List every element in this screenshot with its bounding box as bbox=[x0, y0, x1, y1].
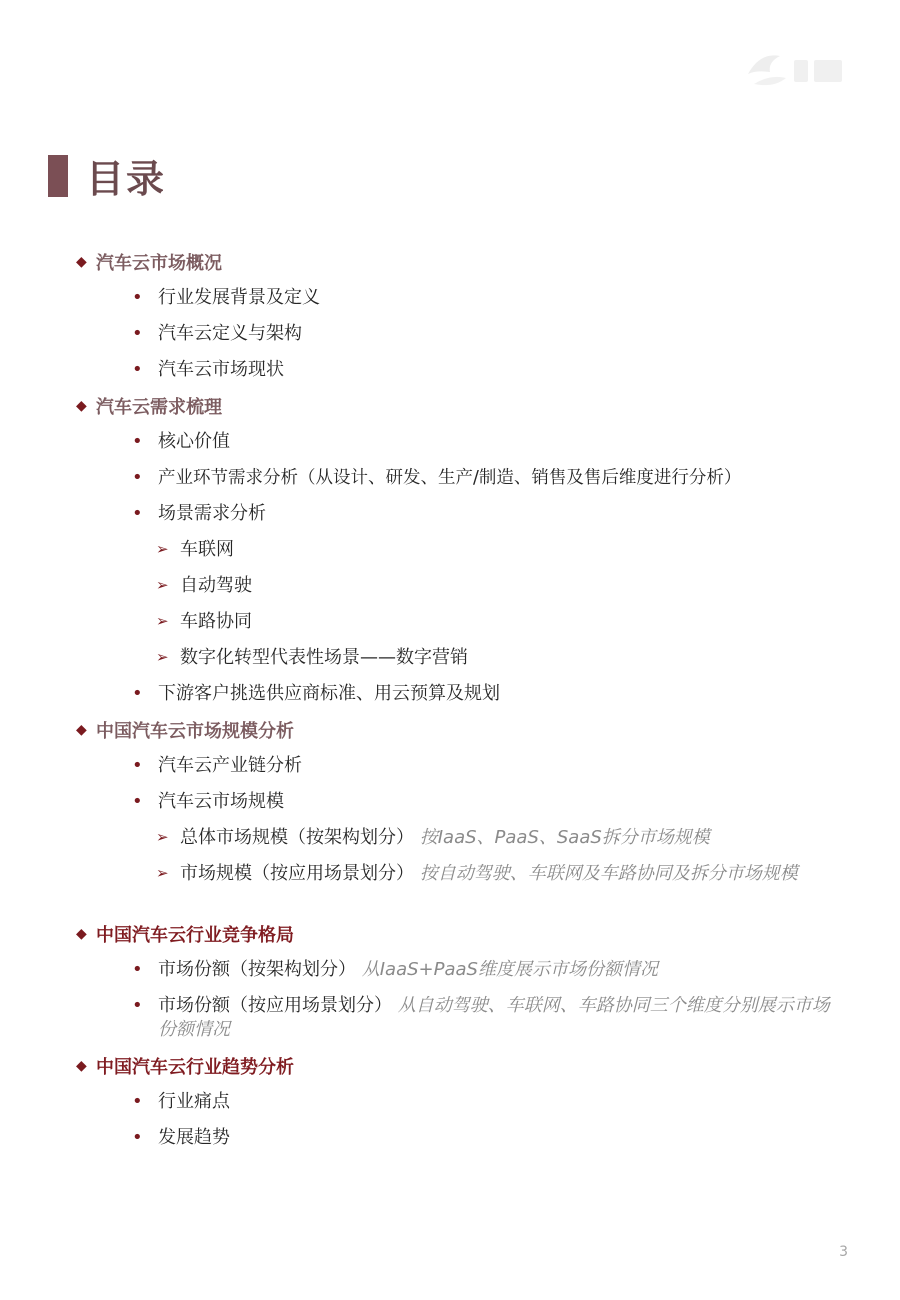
dot-bullet-icon: • bbox=[132, 287, 143, 308]
dot-bullet-icon: • bbox=[132, 323, 143, 344]
toc-item: • 汽车云市场规模 bbox=[132, 791, 284, 812]
toc-item: • 场景需求分析 bbox=[132, 503, 266, 524]
diamond-bullet-icon: ◆ bbox=[76, 398, 87, 414]
dot-bullet-icon: • bbox=[132, 503, 143, 524]
dot-bullet-icon: • bbox=[132, 683, 143, 704]
toc-subitem: ➢ 市场规模（按应用场景划分） 按自动驾驶、车联网及车路协同及拆分市场规模 bbox=[156, 863, 798, 884]
diamond-bullet-icon: ◆ bbox=[76, 722, 87, 738]
dot-bullet-icon: • bbox=[132, 467, 143, 488]
table-of-contents bbox=[76, 244, 836, 1156]
toc-subitem: ➢ 车联网 bbox=[156, 539, 234, 560]
toc-section-heading: 汽车云需求梳理 bbox=[96, 397, 222, 418]
toc-item: • 行业发展背景及定义 bbox=[132, 287, 320, 308]
toc-item: • 下游客户挑选供应商标准、用云预算及规划 bbox=[132, 683, 500, 704]
toc-section-heading: 汽车云市场概况 bbox=[96, 253, 222, 274]
toc-item: • 发展趋势 bbox=[132, 1127, 230, 1148]
toc-subitem: ➢ 自动驾驶 bbox=[156, 575, 252, 596]
diamond-bullet-icon: ◆ bbox=[76, 926, 87, 942]
arrow-bullet-icon: ➢ bbox=[156, 540, 169, 558]
toc-item: • 核心价值 bbox=[132, 431, 230, 452]
toc-item: • 行业痛点 bbox=[132, 1091, 230, 1112]
arrow-bullet-icon: ➢ bbox=[156, 576, 169, 594]
toc-section bbox=[76, 916, 836, 952]
diamond-bullet-icon: ◆ bbox=[76, 1058, 87, 1074]
toc-item: • 汽车云定义与架构 bbox=[132, 323, 302, 344]
dot-bullet-icon: • bbox=[132, 1127, 143, 1148]
toc-section bbox=[76, 1048, 836, 1084]
page-number: 3 bbox=[839, 1244, 848, 1260]
toc-section bbox=[76, 244, 836, 280]
toc-subitem: ➢ 车路协同 bbox=[156, 611, 252, 632]
toc-item: • 产业环节需求分析（从设计、研发、生产/制造、销售及售后维度进行分析） bbox=[132, 467, 742, 488]
arrow-bullet-icon: ➢ bbox=[156, 828, 169, 846]
toc-section-heading: 中国汽车云市场规模分析 bbox=[96, 721, 294, 742]
page-title-block bbox=[48, 148, 166, 203]
toc-subitem: ➢ 总体市场规模（按架构划分） 按IaaS、PaaS、SaaS拆分市场规模 bbox=[156, 827, 710, 848]
title-accent-bar bbox=[48, 155, 68, 197]
dot-bullet-icon: • bbox=[132, 791, 143, 812]
toc-item: • 市场份额（按架构划分） 从IaaS+PaaS维度展示市场份额情况 bbox=[132, 959, 658, 980]
diamond-bullet-icon: ◆ bbox=[76, 254, 87, 270]
dot-bullet-icon: • bbox=[132, 359, 143, 380]
arrow-bullet-icon: ➢ bbox=[156, 612, 169, 630]
toc-item: • 汽车云市场现状 bbox=[132, 359, 284, 380]
toc-section-heading: 中国汽车云行业竞争格局 bbox=[96, 925, 294, 946]
dot-bullet-icon: • bbox=[132, 995, 143, 1016]
toc-section bbox=[76, 388, 836, 424]
toc-section-heading: 中国汽车云行业趋势分析 bbox=[96, 1057, 294, 1078]
dot-bullet-icon: • bbox=[132, 959, 143, 980]
dot-bullet-icon: • bbox=[132, 1091, 143, 1112]
arrow-bullet-icon: ➢ bbox=[156, 864, 169, 882]
toc-section bbox=[76, 712, 836, 748]
arrow-bullet-icon: ➢ bbox=[156, 648, 169, 666]
toc-subitem: ➢ 数字化转型代表性场景——数字营销 bbox=[156, 647, 468, 668]
page-title: 目录 bbox=[86, 157, 167, 201]
watermark-logo-icon bbox=[740, 44, 860, 96]
toc-item: • 市场份额（按应用场景划分） 从自动驾驶、车联网、车路协同三个维度分别展示市场份额情况 bbox=[132, 995, 830, 1040]
toc-item: • 汽车云产业链分析 bbox=[132, 755, 302, 776]
dot-bullet-icon: • bbox=[132, 755, 143, 776]
dot-bullet-icon: • bbox=[132, 431, 143, 452]
